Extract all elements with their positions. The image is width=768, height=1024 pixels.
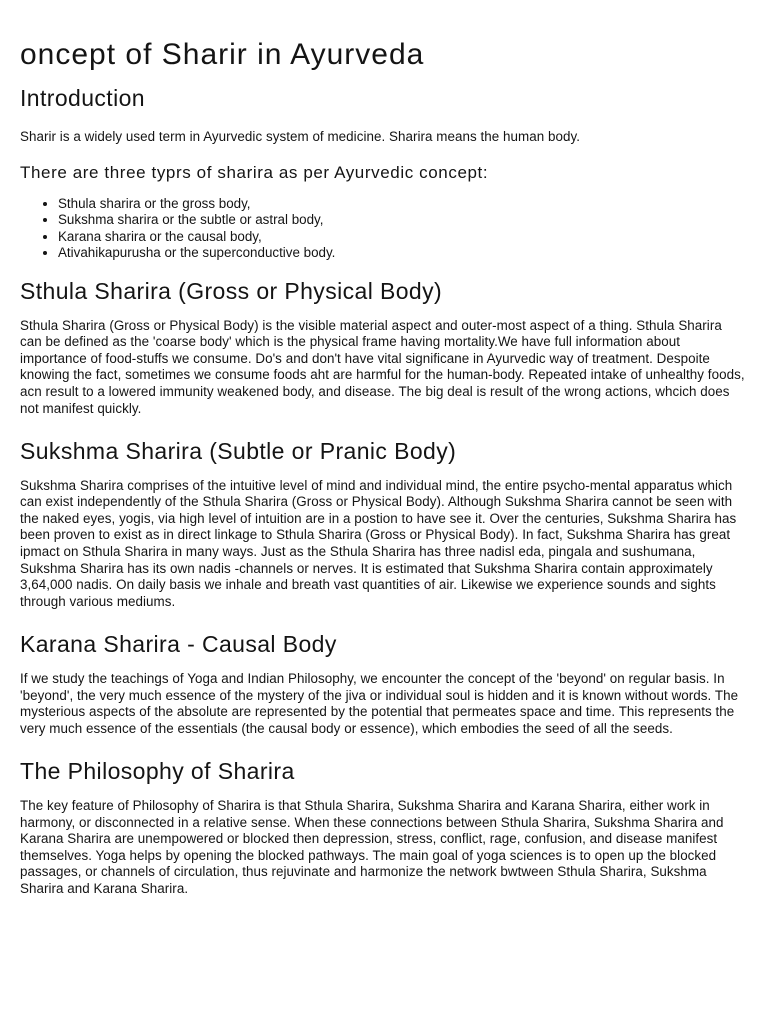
sharira-types-subheading: There are three typrs of sharira as per Ayurvedic concept: (20, 163, 489, 183)
section-heading-sukshma: Sukshma Sharira (Subtle or Pranic Body) (20, 438, 457, 465)
sthula-paragraph: Sthula Sharira (Gross or Physical Body) is the visible material aspect and outer-most aspect of a thing. Sthula Sharira can be defined as the 'coarse body' which is the physical frame having mortality.We have full information about importance of food-stuffs we consume. Do's and don't have vital significane in Ayurvedic way of treatment. Despoite knowing the fact, sometimes we consume foods aht are harmful for the human-body. Repeated intake of unhealthy foods, acn result to a lowered immunity weakened body, and disease. The big deal is result of the wrong actions, whcich does not manifest quickly. (20, 317, 745, 416)
sharira-types-list (20, 196, 746, 262)
introduction-paragraph: Sharir is a widely used term in Ayurvedic system of medicine. Sharira means the human body. (20, 128, 581, 144)
list-item: • Ativahikapurusha or the superconductive body. (58, 245, 746, 262)
sukshma-paragraph: Sukshma Sharira comprises of the intuitive level of mind and individual mind, the entire psycho-mental apparatus which can exist independently of the Sthula Sharira (Gross or Physical Body). Although Sukshma Sharira cannot be seen with the naked eyes, yogis, via high level of intuition are in a postion to have see it. Over the centuries, Sukshma Sharira has been proven to exist as in direct linkage to Sthula Sharira (Gross or Physical Body). In fact, Sukshma Sharira has great ipmact on Sthula Sharira in many ways. Just as the Sthula Sharira has three nadisl eda, pingala and sushumana, Sukshma Sharira has its own nadis -channels or nerves. It is estimated that Sukshma Sharira contain approximately 3,64,000 nadis. On daily basis we inhale and breath vast quantities of air. Likewise we experience sounds and sights through various mediums. (20, 477, 737, 609)
philosophy-paragraph: The key feature of Philosophy of Sharira is that Sthula Sharira, Sukshma Sharira and Karana Sharira, either work in harmony, or disconnected in a relative sense. When these connections between Sthula Sharira, Sukshma Sharira and Karana Sharira are unempowered or blocked then depression, stress, conflict, rage, confusion, and disease manifest themselves. Yoga helps by opening the blocked pathways. The main goal of yoga sciences is to open up the blocked passages, or channels of circulation, thus rejuvinate and harmonize the network bwtween Sthula Sharira, Sukshma Sharira and Karana Sharira. (20, 798, 724, 896)
list-item: • Sukshma sharira or the subtle or astral body, (58, 212, 746, 229)
section-heading-karana: Karana Sharira - Causal Body (20, 631, 337, 658)
list-item: • Karana sharira or the causal body, (58, 229, 746, 246)
page-title: oncept of Sharir in Ayurveda (20, 38, 425, 71)
section-heading-introduction: Introduction (20, 85, 145, 111)
list-item: • Sthula sharira or the gross body, (58, 196, 746, 213)
karana-paragraph: If we study the teachings of Yoga and Indian Philosophy, we encounter the concept of the 'beyond' on regular basis. In 'beyond', the very much essence of the mystery of the jiva or individual soul is hidden and it is known without words. The mysterious aspects of the absolute are represented by the potential that permeates space and time. This represents the very much essence of the essentials (the causal body or essence), which embodies the seed of all the seeds. (20, 671, 739, 736)
section-heading-sthula: Sthula Sharira (Gross or Physical Body) (20, 277, 443, 304)
section-heading-philosophy: The Philosophy of Sharira (20, 758, 295, 785)
